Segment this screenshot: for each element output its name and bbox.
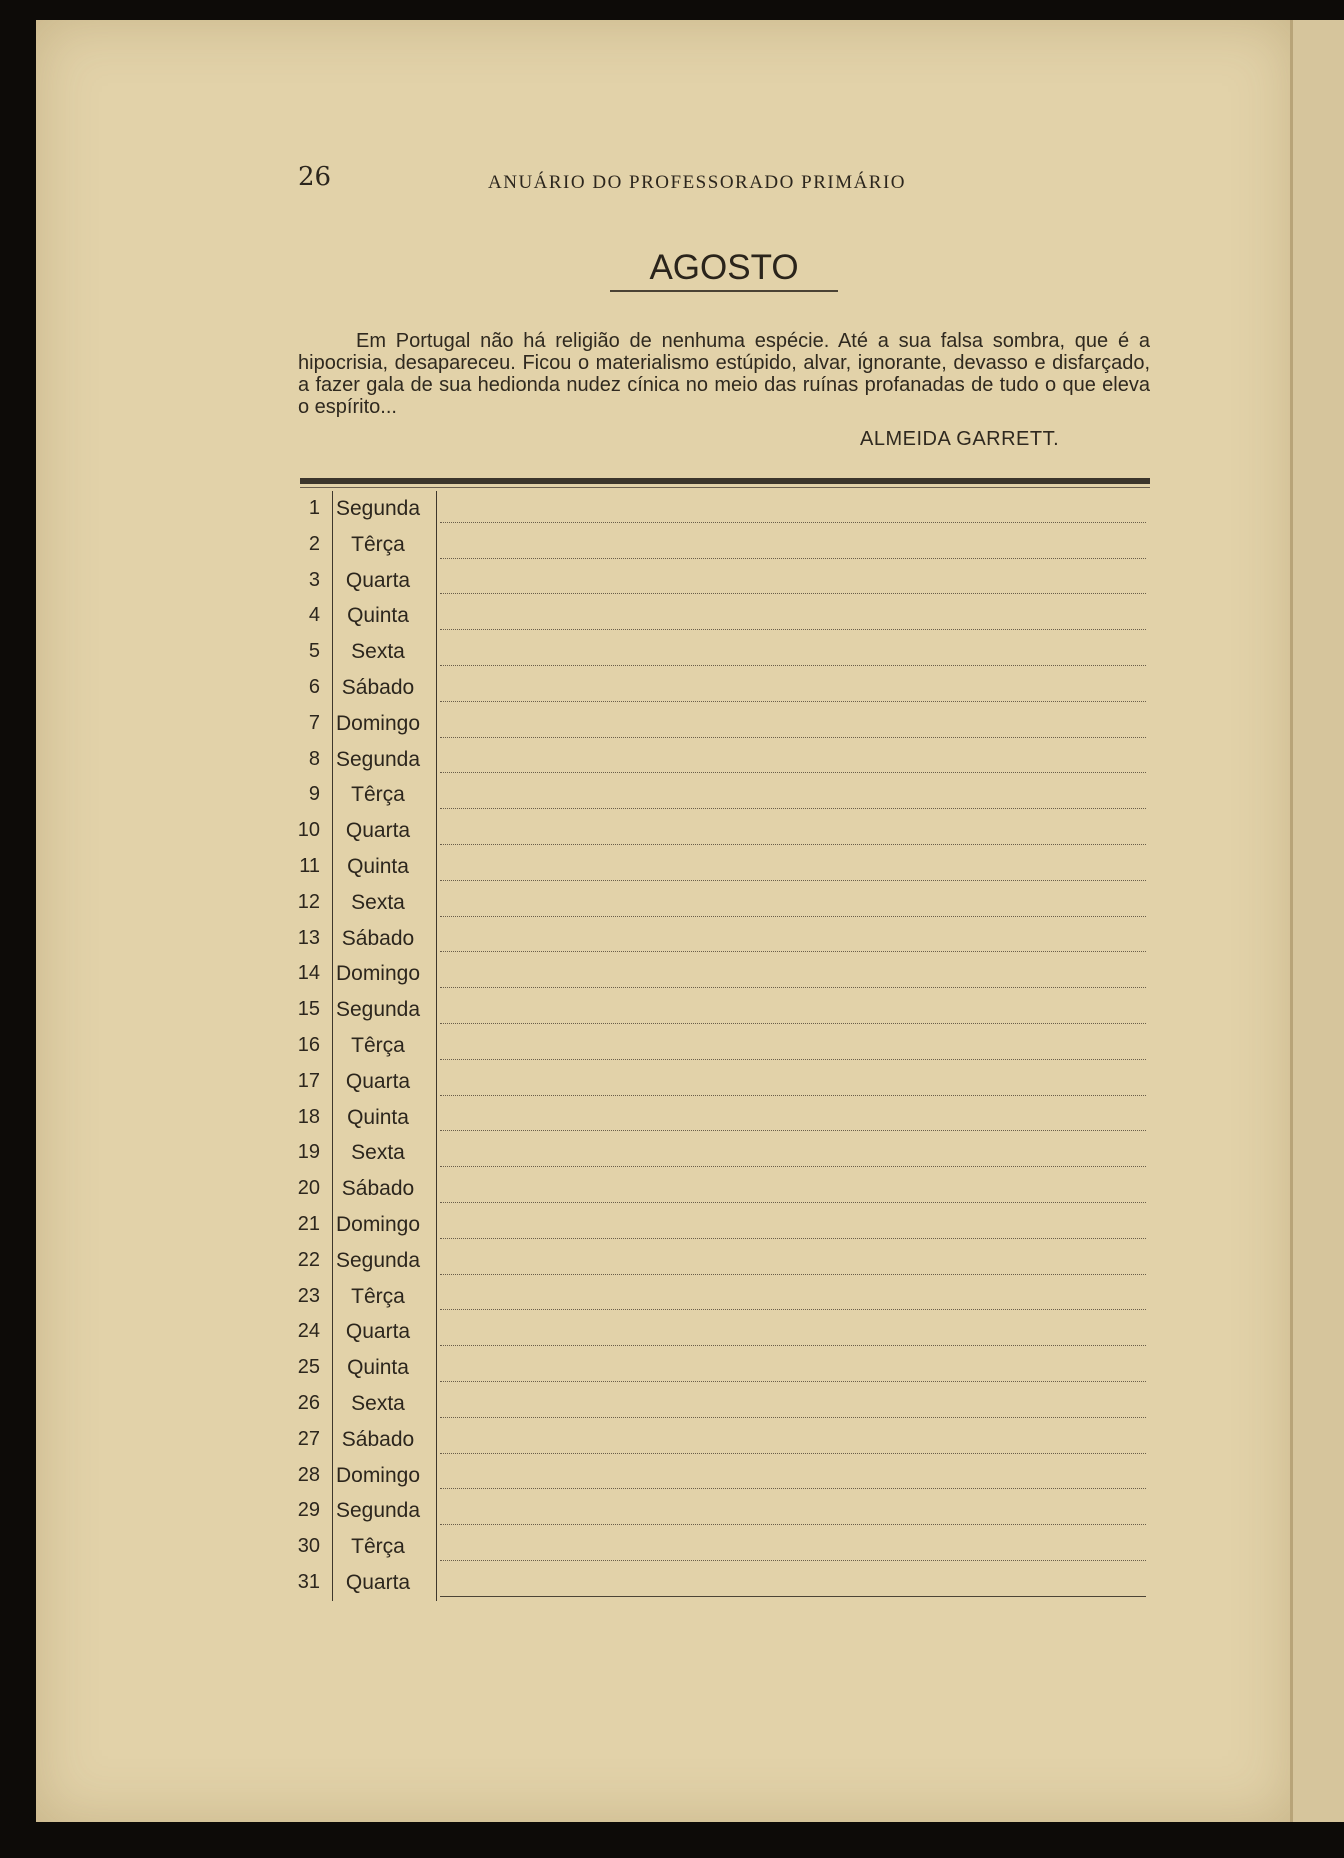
column-divider: [436, 706, 437, 742]
day-number: 14: [297, 962, 320, 985]
day-number: 29: [297, 1499, 320, 1522]
entry-line: [440, 1059, 1146, 1060]
column-divider: [436, 1529, 437, 1565]
day-row: [290, 885, 1150, 921]
column-divider: [436, 1314, 437, 1350]
day-number: 3: [308, 568, 320, 591]
column-divider: [436, 849, 437, 885]
day-name: Domingo: [335, 1463, 421, 1487]
day-row: [290, 491, 1150, 527]
epigraph-author: ALMEIDA GARRETT.: [860, 428, 1060, 450]
entry-line: [440, 629, 1146, 630]
entry-line: [440, 1417, 1146, 1418]
day-row: [290, 1314, 1150, 1350]
column-divider: [436, 670, 437, 706]
entry-line: [440, 593, 1146, 594]
day-number: 9: [308, 783, 320, 806]
column-divider: [436, 1565, 437, 1601]
day-row: [290, 1386, 1150, 1422]
entry-line: [440, 808, 1146, 809]
entry-line: [440, 1560, 1146, 1561]
day-row: [290, 1422, 1150, 1458]
day-number: 25: [297, 1356, 320, 1379]
day-number: 18: [297, 1105, 320, 1128]
day-number: 1: [308, 497, 320, 519]
day-number: 13: [297, 926, 320, 949]
entry-line: [440, 1130, 1146, 1131]
day-number: 31: [297, 1570, 320, 1593]
day-name: Quinta: [347, 1105, 409, 1129]
column-divider: [436, 1100, 437, 1136]
entry-line: [440, 844, 1146, 845]
column-divider: [436, 1493, 437, 1529]
day-row: [290, 563, 1150, 599]
entry-line: [440, 1023, 1146, 1024]
day-name: Quarta: [345, 819, 411, 843]
day-number: 21: [297, 1212, 320, 1235]
day-number: 10: [297, 819, 320, 842]
day-row: [290, 706, 1150, 742]
running-title: ANUÁRIO DO PROFESSORADO PRIMÁRIO: [488, 172, 907, 193]
day-name: Têrça: [351, 532, 405, 556]
entry-line: [440, 1381, 1146, 1382]
day-row: [290, 956, 1150, 992]
day-row: [290, 1529, 1150, 1565]
day-row: [290, 1243, 1150, 1279]
entry-line: [440, 1274, 1146, 1275]
column-divider: [436, 1028, 437, 1064]
entry-line: [440, 916, 1146, 917]
day-name: Quarta: [345, 568, 411, 592]
column-divider: [436, 527, 437, 563]
day-number: 15: [297, 998, 320, 1021]
column-divider: [436, 1064, 437, 1100]
day-number: 4: [308, 604, 320, 627]
entry-line: [440, 737, 1146, 738]
column-divider: [436, 1243, 437, 1279]
day-name: Sexta: [351, 1141, 405, 1165]
column-divider: [436, 491, 437, 527]
column-divider: [436, 813, 437, 849]
day-number: 16: [297, 1033, 320, 1056]
day-row: [290, 1565, 1150, 1601]
day-name: Segunda: [335, 497, 421, 520]
day-row: [290, 634, 1150, 670]
day-row: [290, 921, 1150, 957]
day-number: 7: [308, 711, 320, 734]
day-number: 30: [297, 1535, 320, 1558]
day-row: [290, 1100, 1150, 1136]
day-name: Sábado: [341, 1427, 415, 1451]
day-name: Segunda: [335, 1499, 421, 1523]
column-divider: [436, 1279, 437, 1315]
column-divider: [436, 1207, 437, 1243]
day-name: Sexta: [351, 640, 405, 664]
entry-line: [440, 1345, 1146, 1346]
day-number: 2: [308, 532, 320, 555]
day-row: [290, 1458, 1150, 1494]
day-name: Quarta: [345, 1320, 411, 1344]
column-divider: [436, 1171, 437, 1207]
day-row: [290, 1171, 1150, 1207]
day-row: [290, 598, 1150, 634]
column-divider: [436, 563, 437, 599]
entry-line: [440, 1202, 1146, 1203]
day-name: Segunda: [335, 747, 421, 771]
day-number: 6: [308, 675, 320, 698]
day-row: [290, 1350, 1150, 1386]
entry-line: [440, 1309, 1146, 1310]
column-divider: [436, 1350, 437, 1386]
column-divider: [436, 1422, 437, 1458]
column-divider: [436, 742, 437, 778]
entry-line: [440, 1166, 1146, 1167]
day-name: Sexta: [351, 890, 405, 914]
day-row: [290, 1207, 1150, 1243]
column-divider: [436, 956, 437, 992]
entry-line: [440, 772, 1146, 773]
entry-line: [440, 880, 1146, 881]
day-name: Sexta: [351, 1391, 405, 1415]
month-title: AGOSTO: [610, 248, 838, 292]
entry-line: [440, 1453, 1146, 1454]
entry-line: [440, 1488, 1146, 1489]
entry-line: [440, 558, 1146, 559]
page-header: [298, 162, 958, 202]
day-number: 23: [297, 1284, 320, 1307]
day-row: [290, 527, 1150, 563]
column-divider: [436, 634, 437, 670]
entry-line: [440, 522, 1146, 523]
day-number: 8: [308, 747, 320, 770]
day-row: [290, 1279, 1150, 1315]
day-number: 20: [297, 1177, 320, 1200]
day-row: [290, 670, 1150, 706]
day-row: [290, 1493, 1150, 1529]
day-row: [290, 742, 1150, 778]
day-row: [290, 992, 1150, 1028]
day-calendar: [290, 491, 1150, 1601]
day-name: Sábado: [341, 926, 415, 950]
day-number: 27: [297, 1427, 320, 1450]
day-name: Quinta: [347, 604, 409, 628]
day-name: Sábado: [341, 1177, 415, 1201]
next-page-edge: [1290, 20, 1344, 1822]
entry-line: [440, 665, 1146, 666]
column-divider: [436, 1386, 437, 1422]
day-row: [290, 813, 1150, 849]
day-number: 5: [308, 640, 320, 663]
column-divider: [436, 992, 437, 1028]
day-number: 28: [297, 1463, 320, 1486]
day-name: Quinta: [347, 854, 409, 878]
day-name: Têrça: [351, 1033, 405, 1057]
day-row: [290, 1028, 1150, 1064]
entry-line: [440, 1095, 1146, 1096]
day-number: 24: [297, 1320, 320, 1343]
entry-line: [440, 1596, 1146, 1597]
day-name: Quarta: [345, 1570, 411, 1594]
column-divider: [436, 1135, 437, 1171]
entry-line: [440, 701, 1146, 702]
column-divider: [436, 598, 437, 634]
day-number: 22: [297, 1248, 320, 1271]
column-divider: [436, 921, 437, 957]
day-name: Têrça: [351, 1535, 405, 1559]
day-number: 26: [297, 1391, 320, 1414]
day-name: Têrça: [351, 1284, 405, 1308]
day-name: Têrça: [351, 783, 405, 807]
day-name: Domingo: [335, 711, 421, 735]
day-name: Quinta: [347, 1356, 409, 1380]
page-number: 26: [298, 162, 332, 192]
day-name: Domingo: [335, 1212, 421, 1236]
entry-line: [440, 951, 1146, 952]
day-name: Sábado: [341, 675, 415, 699]
table-top-thin-rule: [300, 487, 1150, 488]
table-top-rule: [300, 478, 1150, 484]
day-name: Segunda: [335, 998, 421, 1022]
day-row: [290, 1064, 1150, 1100]
column-divider: [436, 777, 437, 813]
day-number: 11: [299, 854, 320, 877]
day-row: [290, 849, 1150, 885]
epigraph-quote: Em Portugal não há religião de nenhuma espécie. Até a sua falsa sombra, que é a hipocrisia, desapareceu. Ficou o materialismo estúpido, alvar, ignorante, devasso e disfarçado, a fazer gala de sua hedionda nudez cínica no meio das ruínas profanadas de tudo o que eleva o espírito...: [298, 330, 1150, 418]
day-row: [290, 1135, 1150, 1171]
entry-line: [440, 1524, 1146, 1525]
day-row: [290, 777, 1150, 813]
day-number: 19: [297, 1141, 320, 1164]
day-number: 17: [297, 1069, 320, 1092]
day-number: 12: [297, 890, 320, 913]
entry-line: [440, 1238, 1146, 1239]
day-name: Domingo: [335, 962, 421, 986]
entry-line: [440, 987, 1146, 988]
day-name: Quarta: [345, 1069, 411, 1093]
column-divider: [436, 1458, 437, 1494]
column-divider: [436, 885, 437, 921]
day-name: Segunda: [335, 1248, 421, 1272]
